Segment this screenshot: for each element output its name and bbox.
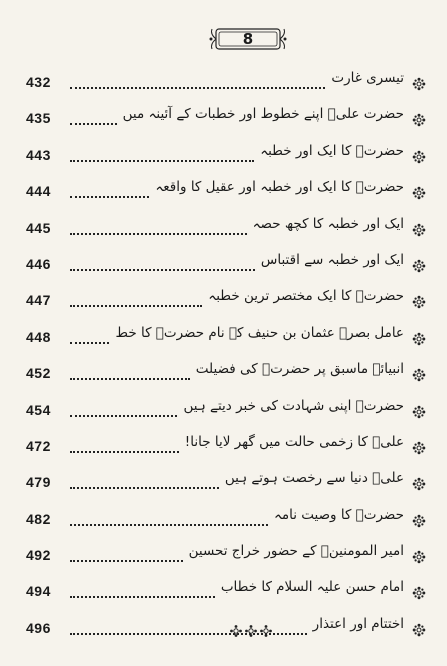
toc-entry [22, 284, 430, 320]
dot-leader [70, 560, 183, 562]
dot-leader [70, 269, 255, 271]
toc-entry [22, 539, 430, 575]
dot-leader [70, 378, 190, 380]
toc-page-number: 432 [26, 74, 51, 90]
toc-title: ایک اور خطبہ کا کچھ حصہ [249, 216, 404, 232]
flower-bullet-icon [412, 622, 426, 636]
toc-title: انبیائے ماسبق پر حضرتؑ کی فضیلت [192, 361, 404, 377]
toc-page-number: 482 [26, 510, 51, 527]
dot-leader [70, 160, 254, 162]
toc-page-number: 435 [26, 110, 51, 127]
dot-leader [70, 87, 325, 89]
toc-entry [22, 66, 430, 102]
toc-page-number: 446 [26, 255, 51, 272]
toc-entry [22, 102, 430, 138]
toc-page-number: 448 [26, 328, 51, 345]
toc-title: ایک اور خطبہ سے اقتباس [257, 252, 404, 268]
flower-bullet-icon [412, 222, 426, 236]
toc-title: عامل بصرہ عثمان بن حنیف کے نام حضرتؑ کا خط [112, 325, 405, 341]
toc-page-number: 496 [26, 619, 51, 636]
toc-title: تیسری غارت [327, 70, 404, 86]
flower-bullet-icon [412, 185, 426, 199]
toc-entry [22, 248, 430, 284]
toc-title: علیؑ کا زخمی حالت میں گھر لایا جانا! [181, 434, 404, 450]
page-number-frame [208, 26, 288, 52]
dot-leader [70, 415, 177, 417]
dot-leader [70, 123, 117, 125]
dot-leader [70, 233, 247, 235]
toc-page-number: 454 [26, 401, 51, 418]
toc-entry [22, 212, 430, 248]
dot-leader [70, 596, 215, 598]
toc-page-number: 472 [26, 437, 51, 454]
toc-entry [22, 139, 430, 175]
toc-title: امیر المومنینؑ کے حضور خراج تحسین [185, 543, 404, 559]
flower-bullet-icon [412, 440, 426, 454]
table-of-contents [22, 66, 430, 648]
toc-title: علیؑ دنیا سے رخصت ہوتے ہیں [221, 470, 404, 486]
toc-page-number: 443 [26, 146, 51, 163]
dot-leader [70, 305, 202, 307]
dot-leader [70, 196, 149, 198]
flower-bullet-icon [412, 294, 426, 308]
toc-title: حضرتؑ کا ایک اور خطبہ [256, 143, 404, 159]
flower-ornament-icon [229, 624, 273, 638]
toc-entry [22, 466, 430, 502]
toc-page-number: 447 [26, 292, 51, 309]
flower-bullet-icon [412, 404, 426, 418]
page-number: 8 [242, 30, 254, 48]
toc-page-number: 452 [26, 365, 51, 382]
dot-leader [70, 451, 179, 453]
flower-bullet-icon [412, 549, 426, 563]
toc-entry [22, 430, 430, 466]
flower-bullet-icon [412, 476, 426, 490]
toc-entry [22, 394, 430, 430]
toc-title: حضرت علیؑ اپنے خطوط اور خطبات کے آئینہ میں [119, 106, 404, 122]
toc-title: امام حسن علیہ السلام کا خطاب [217, 579, 404, 595]
toc-page-number: 444 [26, 183, 51, 200]
toc-entry [22, 503, 430, 539]
toc-page-number: 494 [26, 583, 51, 600]
toc-entry [22, 612, 430, 648]
toc-title: حضرتؑ اپنی شہادت کی خبر دیتے ہیں [179, 398, 404, 414]
dot-leader [70, 487, 219, 489]
toc-entry [22, 175, 430, 211]
toc-title: حضرتؑ کا ایک مختصر ترین خطبہ [204, 288, 404, 304]
flower-bullet-icon [412, 258, 426, 272]
toc-entry [22, 575, 430, 611]
flower-bullet-icon [412, 112, 426, 126]
toc-page-number: 445 [26, 219, 51, 236]
toc-title: حضرتؑ کا ایک اور خطبہ اور عقیل کا واقعہ [151, 179, 404, 195]
toc-entry [22, 321, 430, 357]
toc-title: حضرتؑ کا وصیت نامہ [270, 507, 404, 523]
flower-bullet-icon [412, 585, 426, 599]
flower-bullet-icon [412, 367, 426, 381]
dot-leader [70, 524, 268, 526]
flower-bullet-icon [412, 149, 426, 163]
toc-page-number: 492 [26, 547, 51, 564]
flower-bullet-icon [412, 513, 426, 527]
flower-bullet-icon [412, 331, 426, 345]
toc-page-number: 479 [26, 474, 51, 491]
toc-entry [22, 357, 430, 393]
dot-leader [70, 342, 109, 344]
toc-title: اختتام اور اعتذار [309, 616, 404, 632]
flower-bullet-icon [412, 76, 426, 90]
